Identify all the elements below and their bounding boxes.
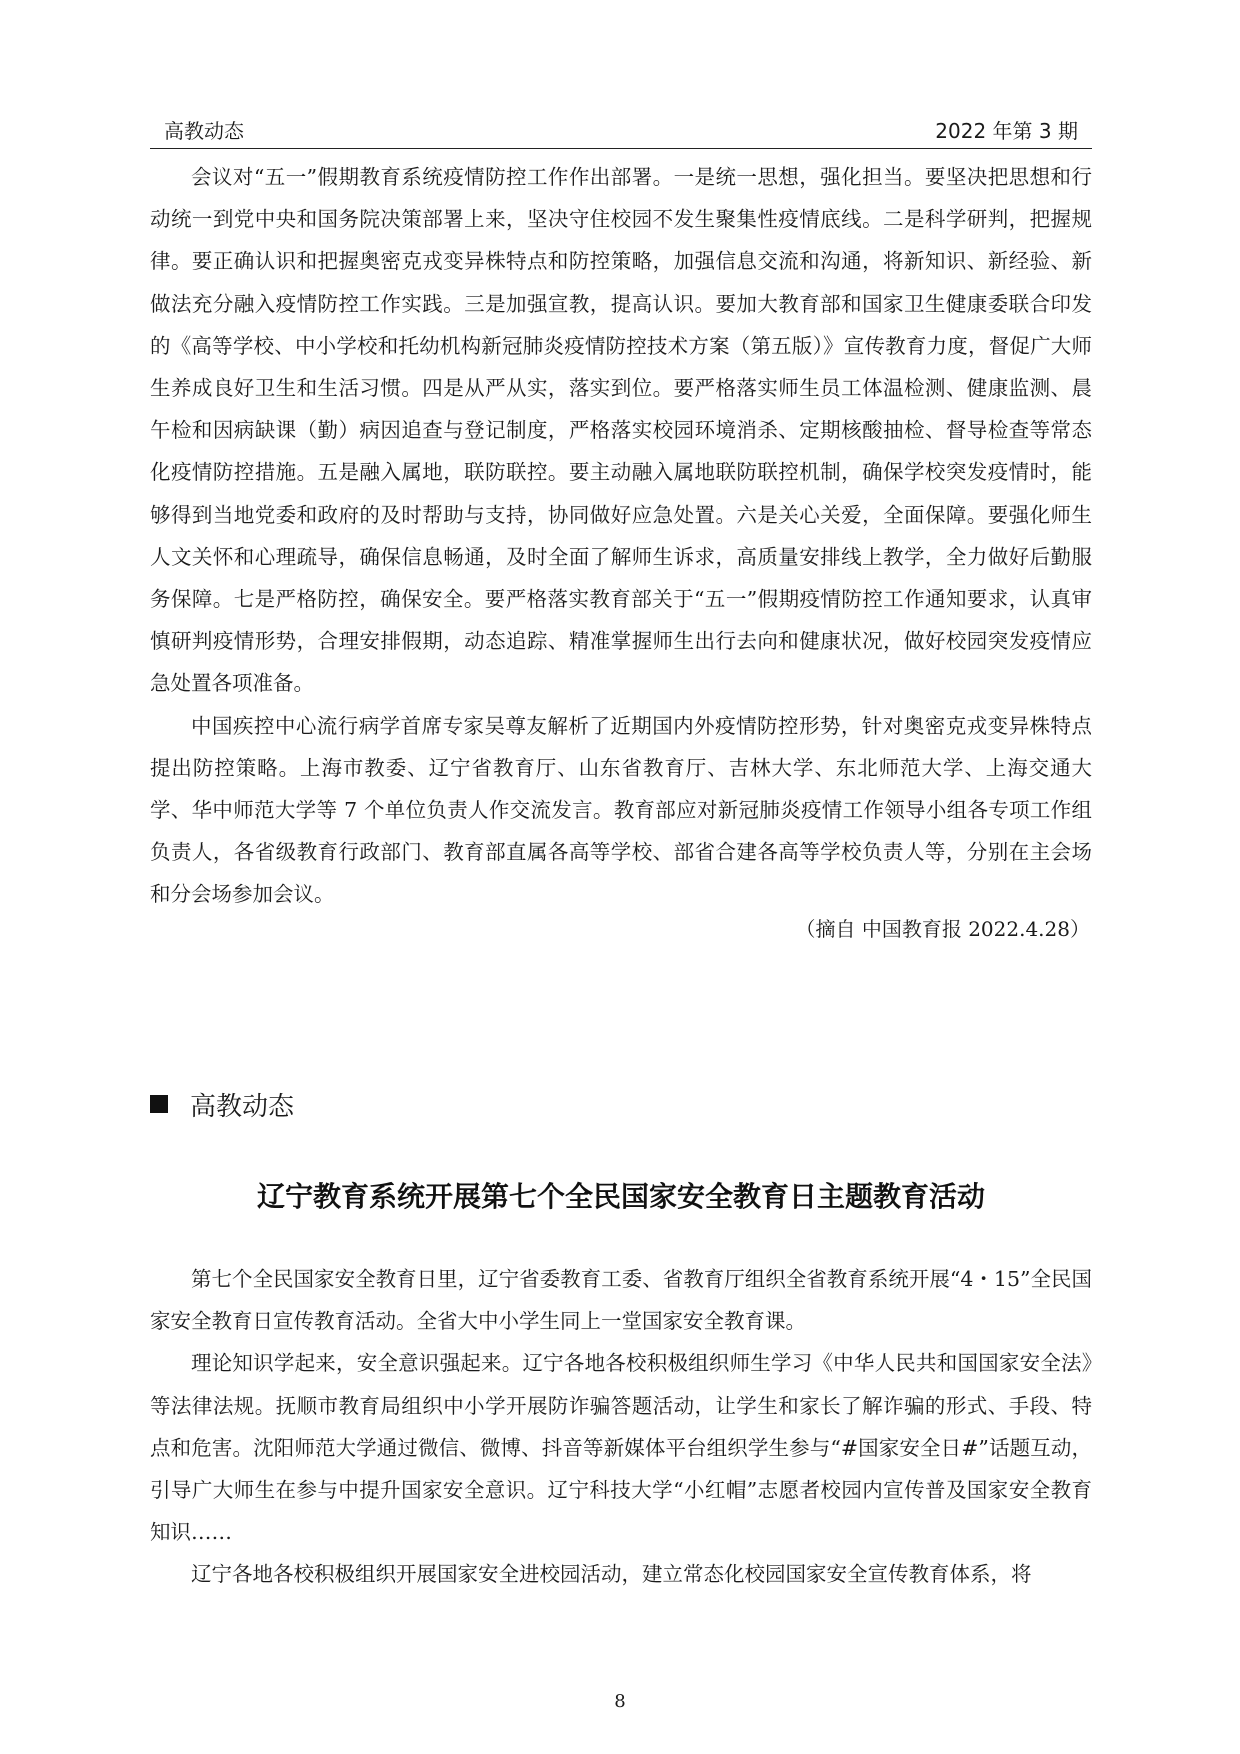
article-title: 辽宁教育系统开展第七个全民国家安全教育日主题教育活动 [256, 1180, 985, 1213]
header-journal-title: 高教动态 [164, 119, 244, 143]
paragraph: 会议对“五一”假期教育系统疫情防控工作作出部署。一是统一思想，强化担当。要坚决把思想和行动统一到党中央和国务院决策部署上来，坚决守住校园不发生聚集性疫情底线。二是科学研判，把握规律。要正确认识和把握奥密克戎变异株特点和防控策略，加强信息交流和沟通，将新知识、新经验、新做法充分融入疫情防控工作实践。三是加强宣教，提高认识。要加大教育部和国家卫生健康委联合印发的《高等学校、中小学校和托幼机构新冠肺炎疫情防控技术方案（第五版）》宣传教育力度，督促广大师生养成良好卫生和生活习惯。四是从严从实，落实到位。要严格落实师生员工体温检测、健康监测、晨午检和因病缺课（勤）病因追查与登记制度，严格落实校园环境消杀、定期核酸抽检、督导检查等常态化疫情防控措施。五是融入属地，联防联控。要主动融入属地联防联控机制，确保学校突发疫情时，能够得到当地党委和政府的及时帮助与支持，协同做好应急处置。六是关心关爱，全面保障。要强化师生人文关怀和心理疏导，确保信息畅通，及时全面了解师生诉求，高质量安排线上教学，全力做好后勤服务保障。七是严格防控，确保安全。要严格落实教育部关于“五一”假期疫情防控工作通知要求，认真审慎研判疫情形势，合理安排假期，动态追踪、精准掌握师生出行去向和健康状况，做好校园突发疫情应急处置各项准备。 [150, 165, 1092, 696]
section-heading [150, 1084, 294, 1124]
paragraph: 辽宁各地各校积极组织开展国家安全进校园活动，建立常态化校园国家安全宣传教育体系，将 [191, 1562, 1032, 1587]
paragraph: 理论知识学起来，安全意识强起来。辽宁各地各校积极组织师生学习《中华人民共和国国家安全法》等法律法规。抚顺市教育局组织中小学开展防诈骗答题活动，让学生和家长了解诈骗的形式、手段、特点和危害。沈阳师范大学通过微信、微博、抖音等新媒体平台组织学生参与“#国家安全日#”话题互动，引导广大师生在参与中提升国家安全意识。辽宁科技大学“小红帽”志愿者校园内宣传普及国家安全教育知识…… [150, 1351, 1092, 1545]
paragraph: 中国疾控中心流行病学首席专家吴尊友解析了近期国内外疫情防控形势，针对奥密克戎变异株特点提出防控策略。上海市教委、辽宁省教育厅、山东省教育厅、吉林大学、东北师范大学、上海交通大学、华中师范大学等 7 个单位负责人作交流发言。教育部应对新冠肺炎疫情工作领导小组各专项工作组负责人，各省级教育行政部门、教育部直属各高等学校、部省合建各高等学校负责人等，分别在主会场和分会场参加会议。 [150, 713, 1092, 907]
article-body [150, 1258, 1092, 1596]
page-number: 8 [614, 1691, 626, 1712]
running-header [150, 118, 1092, 149]
article-source: （摘自 中国教育报 2022.4.28） [795, 917, 1090, 941]
square-bullet-icon [150, 1095, 168, 1113]
continued-article-body [150, 156, 1092, 916]
section-title: 高教动态 [190, 1091, 295, 1122]
paragraph: 第七个全民国家安全教育日里，辽宁省委教育工委、省教育厅组织全省教育系统开展“4・15”全民国家安全教育日宣传教育活动。全省大中小学生同上一堂国家安全教育课。 [150, 1267, 1092, 1334]
header-issue: 2022 年第 3 期 [935, 119, 1078, 143]
